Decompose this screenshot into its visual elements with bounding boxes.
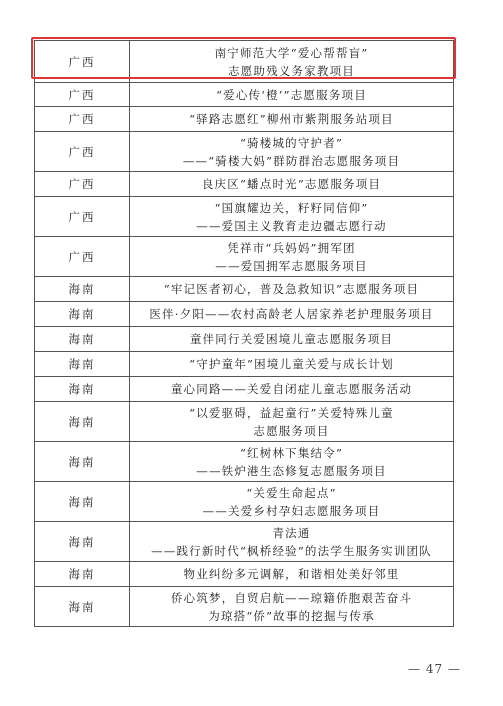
project-cell — [130, 41, 454, 83]
project-cell — [130, 442, 454, 482]
project-cell — [130, 132, 454, 172]
project-line: 童心同路——关爱自闭症儿童志愿服务活动 — [170, 382, 413, 396]
table-row — [35, 197, 454, 237]
project-line: “骑楼城的守护者” — [239, 135, 344, 150]
region-cell: 海南 — [35, 442, 130, 482]
project-line: “国旗耀边关，籽籽同信仰” — [214, 200, 369, 215]
project-line: 侨心筑梦，自贸启航——琼籍侨胞艰苦奋斗 — [170, 590, 413, 605]
project-line: ——爱国主义教育走边疆志愿行动 — [196, 218, 387, 233]
region-cell: 海南 — [35, 377, 130, 402]
project-line: “以爱驱碍，益起童行”关爱特殊儿童 — [189, 405, 394, 420]
table-row — [35, 442, 454, 482]
table-row — [35, 482, 454, 522]
project-cell — [130, 197, 454, 237]
region-cell: 广西 — [35, 83, 130, 107]
project-cell — [130, 562, 454, 587]
region-cell: 广西 — [35, 132, 130, 172]
table-row — [35, 302, 454, 327]
region-cell: 广西 — [35, 197, 130, 237]
region-cell: 海南 — [35, 302, 130, 327]
project-cell — [130, 107, 454, 132]
project-cell — [130, 277, 454, 302]
region-cell: 海南 — [35, 587, 130, 627]
project-line: 志愿服务项目 — [253, 423, 330, 438]
project-cell — [130, 377, 454, 402]
project-line: ——践行新时代“枫桥经验”的法学生服务实训团队 — [151, 543, 432, 558]
region-cell: 海南 — [35, 522, 130, 562]
project-line: 志愿助残义务家教项目 — [228, 63, 355, 78]
region-cell: 海南 — [35, 402, 130, 442]
region-cell: 广西 — [35, 41, 130, 83]
project-cell — [130, 237, 454, 277]
project-cell — [130, 402, 454, 442]
region-cell: 广西 — [35, 237, 130, 277]
project-line: 童伴同行关爱困境儿童志愿服务项目 — [189, 332, 394, 346]
project-cell — [130, 482, 454, 522]
project-cell — [130, 352, 454, 377]
table-row — [35, 172, 454, 197]
region-cell: 广西 — [35, 172, 130, 197]
project-line: “牢记医者初心，普及急救知识”志愿服务项目 — [163, 282, 420, 296]
region-cell: 海南 — [35, 482, 130, 522]
project-cell — [130, 83, 454, 107]
table-row — [35, 587, 454, 627]
table-row — [35, 402, 454, 442]
page-number: — 47 — — [408, 662, 461, 676]
table-row — [35, 107, 454, 132]
project-line: ——“骑楼大妈”群防群治志愿服务项目 — [182, 153, 401, 168]
region-cell: 海南 — [35, 352, 130, 377]
project-table-body — [35, 41, 454, 627]
region-cell: 海南 — [35, 327, 130, 352]
project-line: ——关爱乡村孕妇志愿服务项目 — [202, 503, 381, 518]
project-cell — [130, 587, 454, 627]
project-cell — [130, 522, 454, 562]
table-row — [35, 352, 454, 377]
project-line: 为琼搭“侨”故事的挖掘与传承 — [208, 608, 375, 623]
project-cell — [130, 327, 454, 352]
project-table — [34, 40, 454, 627]
project-line: “守护童年”困境儿童关爱与成长计划 — [189, 357, 394, 371]
project-line: 青法通 — [272, 525, 311, 540]
project-line: “关爱生命起点” — [246, 485, 337, 500]
table-row — [35, 522, 454, 562]
table-row — [35, 132, 454, 172]
table-row — [35, 377, 454, 402]
project-line: 良庆区“蟠点时光”志愿服务项目 — [201, 177, 382, 191]
region-cell: 海南 — [35, 277, 130, 302]
project-cell — [130, 302, 454, 327]
table-row — [35, 562, 454, 587]
project-line: 医伴·夕阳——农村高龄老人居家养老护理服务项目 — [149, 307, 434, 321]
project-line: ——铁炉港生态修复志愿服务项目 — [196, 463, 387, 478]
table-row — [35, 83, 454, 107]
region-cell: 海南 — [35, 562, 130, 587]
project-line: 物业纠纷多元调解，和谐相处美好邻里 — [183, 567, 400, 581]
table-row — [35, 277, 454, 302]
project-cell — [130, 172, 454, 197]
project-line: “爱心传‘橙’”志愿服务项目 — [216, 87, 367, 102]
project-line: ——爱国拥军志愿服务项目 — [215, 258, 368, 273]
table-row — [35, 237, 454, 277]
project-line: “红树林下集结令” — [239, 445, 344, 460]
table-row — [35, 41, 454, 83]
project-line: 凭祥市“兵妈妈”拥军团 — [227, 240, 356, 255]
region-cell: 广西 — [35, 107, 130, 132]
table-row — [35, 327, 454, 352]
project-line: 南宁师范大学“爱心帮帮盲” — [214, 45, 369, 60]
project-line: “驿路志愿红”柳州市紫荆服务站项目 — [189, 112, 394, 126]
